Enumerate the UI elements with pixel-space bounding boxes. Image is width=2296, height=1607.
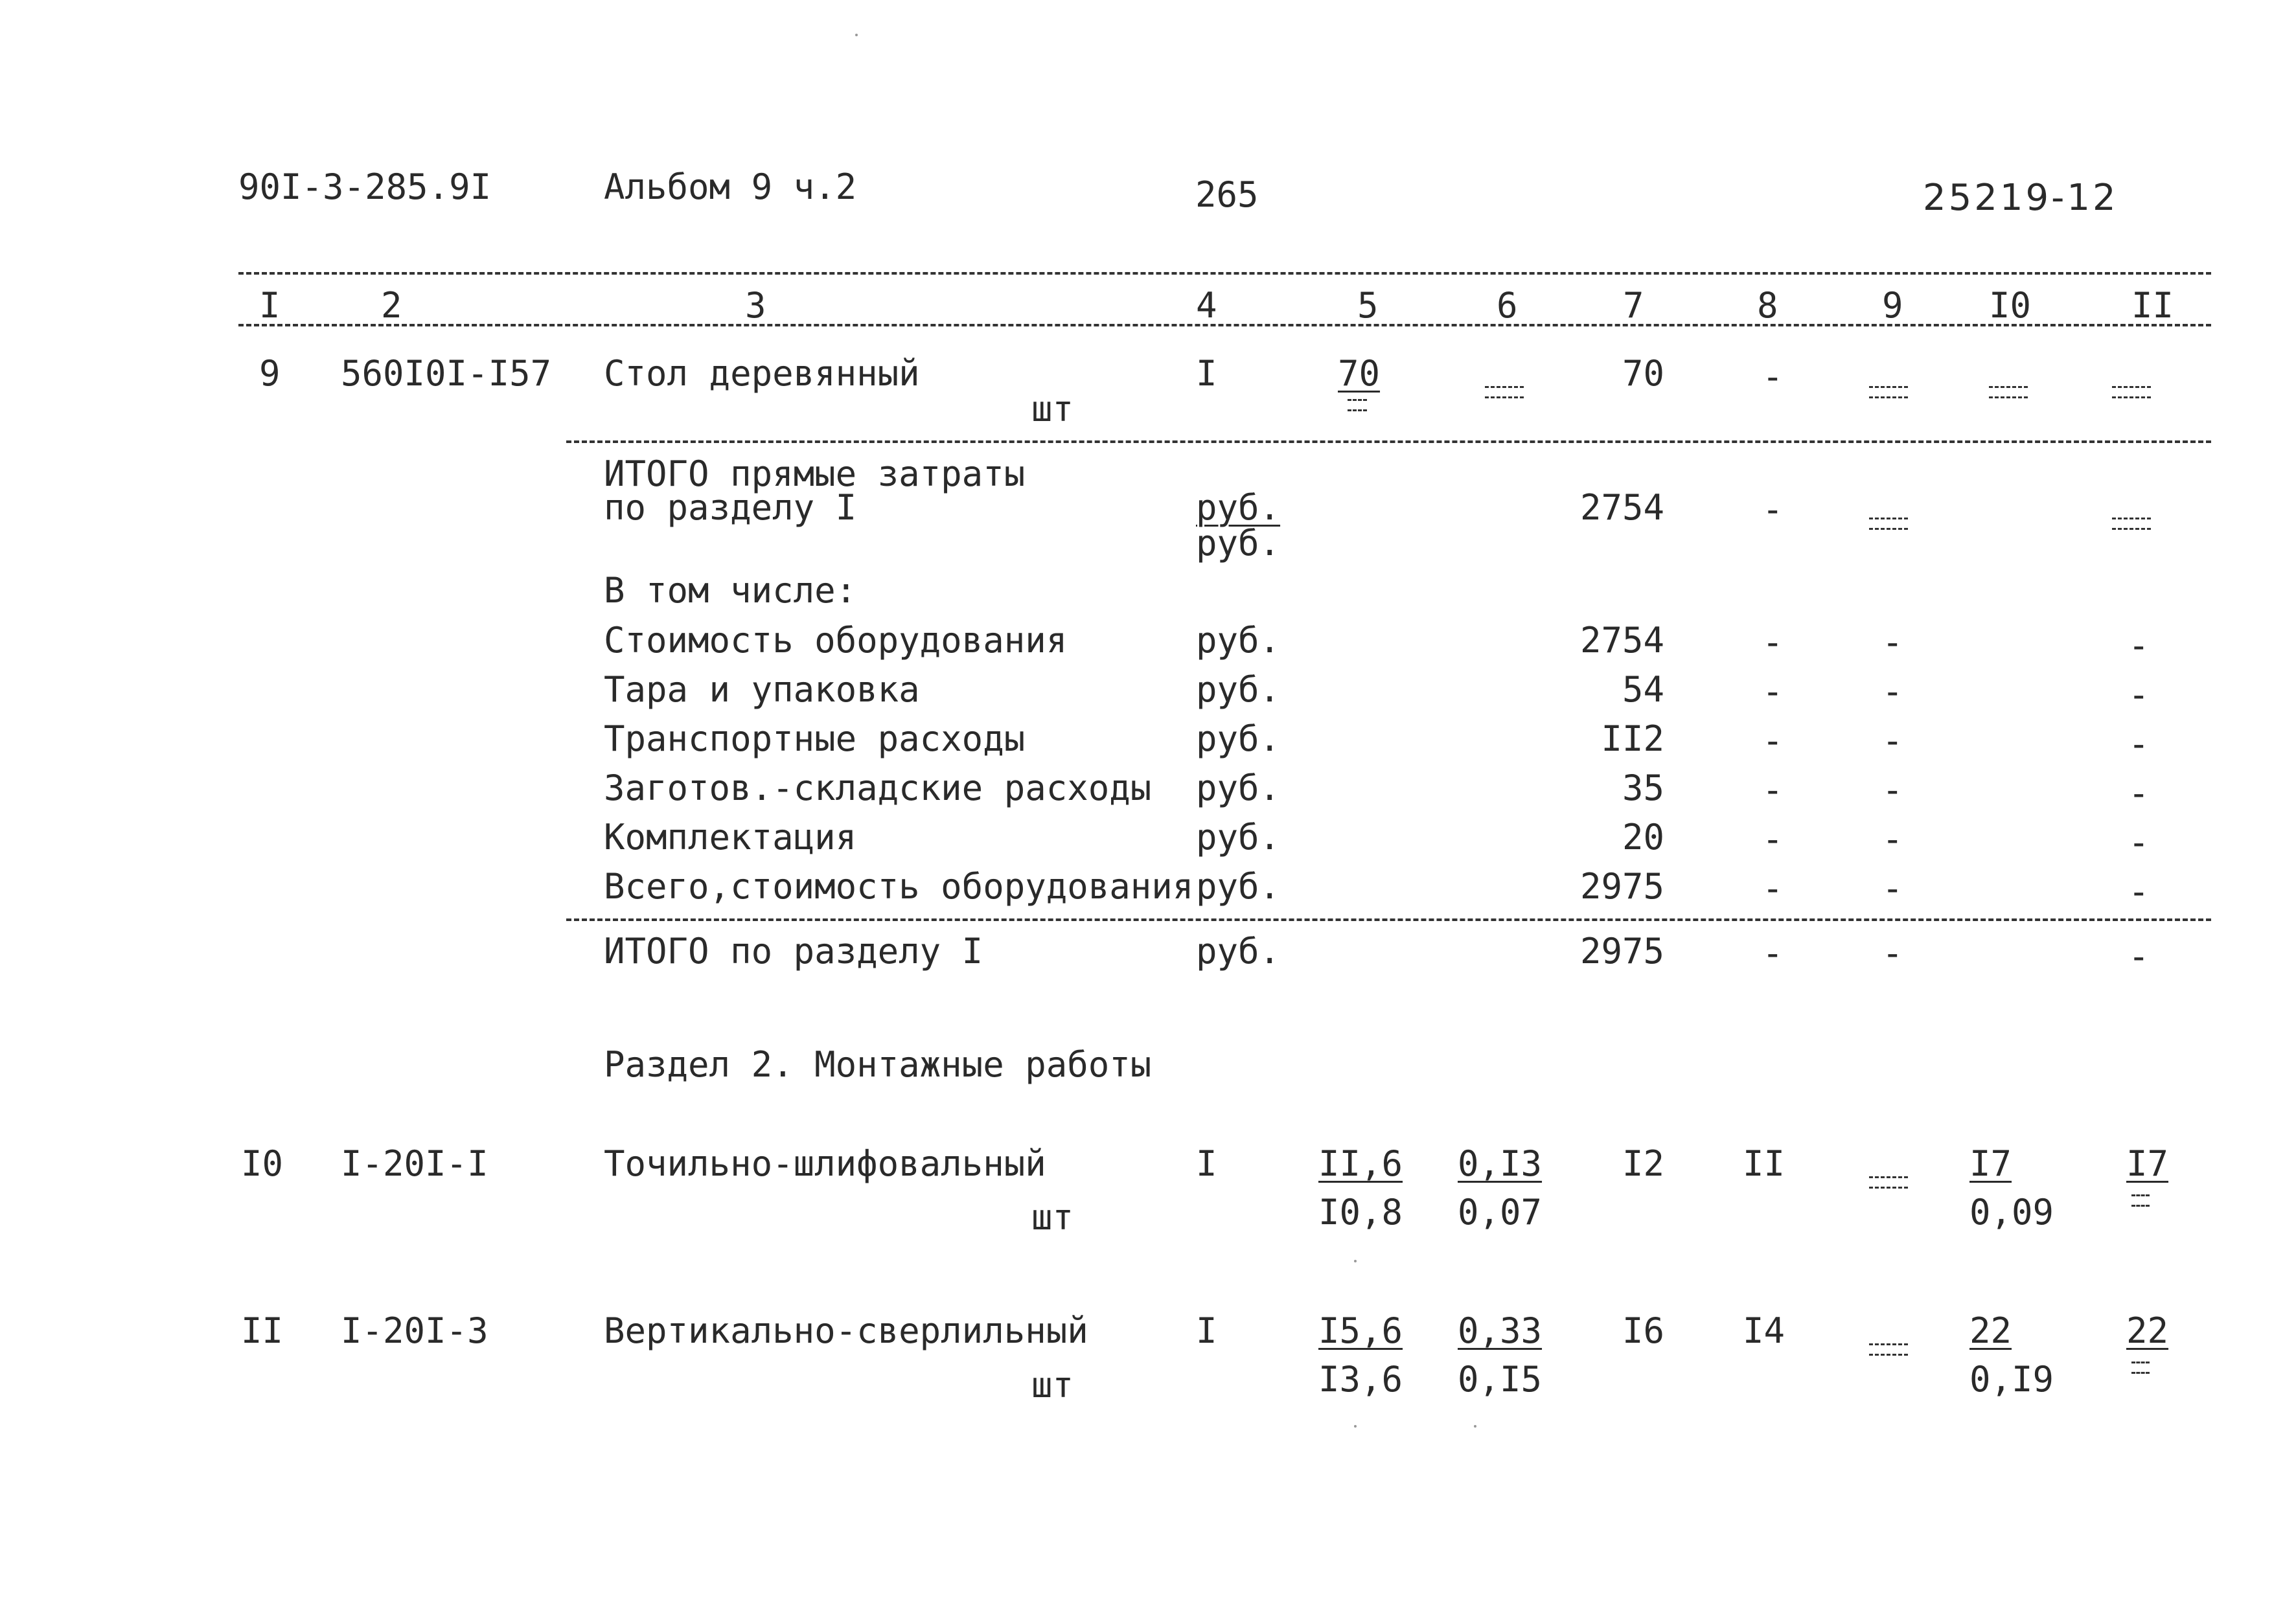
itogo-section-col9: - <box>1882 933 1903 974</box>
incl-row-1-col9: - <box>1882 622 1903 663</box>
incl-row-5-col11: - <box>2128 822 2150 863</box>
incl-row-6-unit: руб. <box>1196 866 1281 907</box>
row11-speck-2 <box>1474 1425 1476 1428</box>
row9-col5: 70 <box>1338 353 1381 394</box>
incl-title: В том числе: <box>604 570 857 611</box>
itogo-section-col7: 2975 <box>1579 931 1664 972</box>
row11-col8: I4 <box>1743 1310 1785 1351</box>
incl-row-6-col11: - <box>2128 871 2150 912</box>
section1-total-rule <box>566 918 2211 921</box>
row10-number: I0 <box>241 1143 284 1184</box>
incl-row-6-col8: - <box>1762 868 1784 909</box>
itogo-section-col8: - <box>1762 933 1784 974</box>
col-header-8: 8 <box>1757 285 1778 326</box>
page-number: 265 <box>1195 174 1259 215</box>
row10-code: I-20I-I <box>341 1143 488 1184</box>
row10-col7: I2 <box>1622 1143 1664 1184</box>
row11-col11-top: 22 <box>2126 1310 2169 1351</box>
incl-row-3-col8: - <box>1762 720 1784 761</box>
itogo-section-name: ИТОГО по разделу I <box>604 931 983 972</box>
col-header-7: 7 <box>1623 285 1644 326</box>
row10-name: Точильно-шлифовальный <box>604 1143 1046 1184</box>
col-header-11: II <box>2131 285 2174 326</box>
row9-col8: - <box>1762 356 1784 397</box>
row11-col10-bottom: 0,I9 <box>1969 1359 2054 1400</box>
row9-col11-blank <box>2112 383 2151 399</box>
section2-title: Раздел 2. Монтажные работы <box>604 1044 1152 1085</box>
row9-col10-blank <box>1989 383 2028 399</box>
incl-row-1-unit: руб. <box>1196 620 1281 661</box>
row11-number: II <box>241 1310 284 1351</box>
row10-col10-bottom: 0,09 <box>1969 1192 2054 1233</box>
col-header-2: 2 <box>381 285 402 326</box>
col-header-6: 6 <box>1497 285 1518 326</box>
incl-row-5-name: Комплектация <box>604 817 857 858</box>
col-header-5: 5 <box>1357 285 1379 326</box>
itogo-direct-line2: по разделу I <box>604 487 857 528</box>
row11-unit: шт <box>1031 1365 1074 1406</box>
incl-row-6-name: Всего,стоимость оборудования <box>604 866 1194 907</box>
incl-row-4-col7: 35 <box>1622 768 1664 808</box>
row10-col5-bottom: I0,8 <box>1318 1192 1403 1233</box>
row10-col8: II <box>1743 1143 1785 1184</box>
itogo-direct-col8: - <box>1762 489 1784 530</box>
row10-col6-bottom: 0,07 <box>1458 1192 1543 1233</box>
incl-row-4-col11: - <box>2128 773 2150 814</box>
row10-col11-top: I7 <box>2126 1143 2169 1184</box>
row9-col9-blank <box>1869 383 1908 399</box>
row11-col5-bottom: I3,6 <box>1318 1359 1403 1400</box>
row11-col5-top: I5,6 <box>1318 1310 1403 1351</box>
col-header-10: I0 <box>1989 285 2032 326</box>
row10-unit: шт <box>1031 1197 1074 1238</box>
header-bottom-rule <box>238 324 2211 326</box>
incl-row-3-name: Транспортные расходы <box>604 718 1026 759</box>
itogo-direct-line1: ИТОГО прямые затраты <box>604 453 1026 494</box>
incl-row-1-col7: 2754 <box>1579 620 1664 661</box>
row11-col9-blank <box>1869 1341 1908 1356</box>
incl-row-5-unit: руб. <box>1196 817 1281 858</box>
incl-row-3-col11: - <box>2128 724 2150 764</box>
top-speck <box>855 34 858 36</box>
row11-speck <box>1354 1425 1357 1428</box>
row9-unit: шт <box>1031 389 1074 429</box>
itogo-section-col11: - <box>2128 936 2150 977</box>
incl-row-2-name: Тара и упаковка <box>604 669 920 710</box>
row11-name: Вертикально-сверлильный <box>604 1310 1088 1351</box>
row11-quantity: I <box>1196 1310 1217 1351</box>
incl-row-4-unit: руб. <box>1196 768 1281 808</box>
row9-number: 9 <box>259 353 281 394</box>
incl-row-4-col8: - <box>1762 769 1784 810</box>
incl-row-6-col9: - <box>1882 868 1903 909</box>
incl-row-3-col7: II2 <box>1601 718 1664 759</box>
incl-row-1-col11: - <box>2128 625 2150 666</box>
row10-col11-blank <box>2131 1192 2150 1207</box>
itogo-direct-col9-blank <box>1869 515 1908 530</box>
row9-bottom-rule <box>566 440 2211 443</box>
row10-col10-top: I7 <box>1969 1143 2012 1184</box>
incl-row-5-col8: - <box>1762 819 1784 860</box>
itogo-direct-col7: 2754 <box>1579 487 1664 528</box>
incl-row-3-col9: - <box>1882 720 1903 761</box>
row9-code: 560I0I-I57 <box>341 353 552 394</box>
row9-col6-blank <box>1485 383 1524 399</box>
col-header-4: 4 <box>1196 285 1217 326</box>
itogo-direct-unit-top: руб. <box>1196 487 1281 528</box>
itogo-direct-col11-blank <box>2112 515 2151 530</box>
col-header-1: I <box>259 285 281 326</box>
incl-row-2-col9: - <box>1882 671 1903 712</box>
row10-col9-blank <box>1869 1174 1908 1189</box>
row10-speck <box>1354 1260 1357 1262</box>
row11-col6-top: 0,33 <box>1458 1310 1543 1351</box>
incl-row-6-col7: 2975 <box>1579 866 1664 907</box>
row9-name: Стол деревянный <box>604 353 920 394</box>
row11-col7: I6 <box>1622 1310 1664 1351</box>
incl-row-4-col9: - <box>1882 769 1903 810</box>
itogo-section-unit: руб. <box>1196 931 1281 972</box>
row10-col5-top: II,6 <box>1318 1143 1403 1184</box>
incl-row-1-name: Стоимость оборудования <box>604 620 1068 661</box>
header-top-rule <box>238 272 2211 275</box>
col-header-9: 9 <box>1882 285 1903 326</box>
incl-row-5-col7: 20 <box>1622 817 1664 858</box>
row11-col6-bottom: 0,I5 <box>1458 1359 1543 1400</box>
row11-code: I-20I-3 <box>341 1310 488 1351</box>
row10-col6-top: 0,I3 <box>1458 1143 1543 1184</box>
incl-row-2-col11: - <box>2128 674 2150 715</box>
itogo-direct-unit-bottom: руб. <box>1196 523 1281 564</box>
incl-row-3-unit: руб. <box>1196 718 1281 759</box>
incl-row-2-unit: руб. <box>1196 669 1281 710</box>
row10-quantity: I <box>1196 1143 1217 1184</box>
row9-quantity: I <box>1196 353 1217 394</box>
row9-col7: 70 <box>1622 353 1664 394</box>
incl-row-1-col8: - <box>1762 622 1784 663</box>
album-label: Альбом 9 ч.2 <box>604 166 857 207</box>
incl-row-2-col7: 54 <box>1622 669 1664 710</box>
row9-col5-blank <box>1348 396 1367 412</box>
inventory-stamp: 25219-12 <box>1923 177 2118 219</box>
incl-row-5-col9: - <box>1882 819 1903 860</box>
document-code: 90I-3-285.9I <box>238 166 492 207</box>
incl-row-2-col8: - <box>1762 671 1784 712</box>
row11-col10-top: 22 <box>1969 1310 2012 1351</box>
incl-row-4-name: Заготов.-складские расходы <box>604 768 1152 808</box>
col-header-3: 3 <box>745 285 766 326</box>
row11-col11-blank <box>2131 1359 2150 1374</box>
